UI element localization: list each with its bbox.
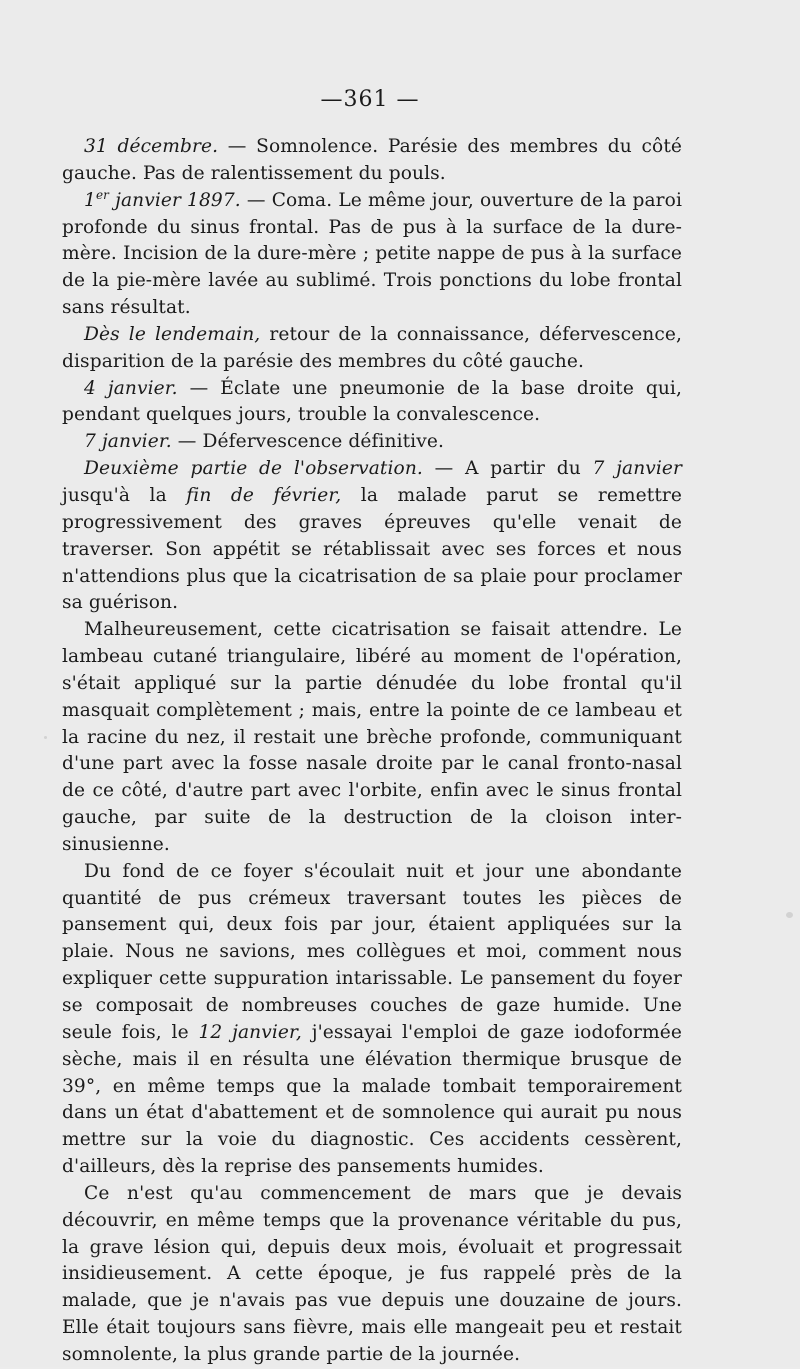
paragraph-jan-1 xyxy=(62,188,682,322)
entry-date: 7 janvier. xyxy=(84,431,172,453)
separator: — xyxy=(422,458,466,480)
paragraph-text: la malade parut se remettre progressivement des graves épreuves qu'elle venait de traverser. Son appétit se rétablissait avec ses forces et nous n'attendions plus que la cicatrisation de sa plaie pour proclamer sa guérison. xyxy=(62,484,683,614)
paragraph-text: Défervescence définitive. xyxy=(202,431,444,453)
paragraph-text: j'essayai l'emploi de gaze iodoformée sèche, mais il en résulta une élévation thermique brusque de 39°, en même temps que la malade tombait temporairement dans un état d'abattement et de somnolence qui aurait pu nous mettre sur la voie du diagnostic. Ces accidents cessèrent, d'ailleurs, dès la reprise des pansements humides. xyxy=(62,1021,682,1178)
entry-date-rest: janvier 1897. xyxy=(108,189,241,211)
emphasis-date: 12 janvier, xyxy=(198,1021,302,1043)
separator: — xyxy=(177,377,221,399)
paragraph-text: Coma. Le même jour, ouverture de la paroi profonde du sinus frontal. Pas de pus à la surface de la dure-mère. Incision de la dure-mère ; petite nappe de pus à la surface de la pie-mère lavée au sublimé. Trois ponctions du lobe frontal sans résultat. xyxy=(62,189,682,319)
paragraph-text: Éclate une pneumonie de la base droite qui, pendant quelques jours, trouble la convalescence. xyxy=(62,377,682,426)
emphasis-date: fin de février, xyxy=(186,484,342,506)
paragraph-foyer xyxy=(62,859,682,1181)
paragraph-text: A partir du xyxy=(465,458,593,480)
entry-date-ordinal: er xyxy=(95,187,109,202)
paragraph-text: jusqu'à la xyxy=(62,484,187,506)
paragraph-cicatrisation xyxy=(62,617,682,859)
paragraph-jan-7 xyxy=(62,429,682,456)
separator: — xyxy=(218,136,257,157)
paragraph-text: retour de la connaissance, défervescence, disparition de la parésie des membres du côté gauche. xyxy=(62,323,683,372)
paragraph-jan-4 xyxy=(62,376,682,430)
entry-date-day: 1 xyxy=(84,189,96,211)
paragraph-deuxieme-partie xyxy=(62,456,682,617)
section-heading: Deuxième partie de l'observation. xyxy=(84,458,423,480)
separator xyxy=(260,324,269,345)
paper-speck xyxy=(786,912,793,918)
page-number: —361 — xyxy=(320,87,420,112)
entry-date xyxy=(84,187,241,211)
paragraph-text: Somnolence. Parésie des membres du côté gauche. Pas de ralentissement du pouls. xyxy=(62,136,682,184)
paragraph-text: Du fond de ce foyer s'écoulait nuit et jour une abondante quantité de pus crémeux traversant toutes les pièces de pansement qui, deux fois par jour, étaient appliquées sur la plaie. Nous ne savions, mes collègues et moi, comment nous expliquer cette suppuration intarissable. Le pansement du foyer se composait de nombreuses couches de gaze humide. Une seule fois, le xyxy=(62,860,682,1043)
paragraph-dec-31 xyxy=(62,134,682,188)
entry-date: 4 janvier. xyxy=(84,377,178,399)
paragraph-text: Malheureusement, cette cicatrisation se faisait attendre. Le lambeau cutané triangulaire, libéré au moment de l'opération, s'était appliqué sur la partie dénudée du lobe frontal qu'il masquait complètement ; mais, entre la pointe de ce lambeau et la racine du nez, il restait une brèche profonde, communiquant d'une part avec la fosse nasale droite par le canal fronto-nasal de ce côté, d'autre part avec l'orbite, enfin avec le sinus frontal gauche, par suite de la destruction de la cloison inter-sinusienne. xyxy=(62,619,682,855)
separator: — xyxy=(240,189,272,211)
entry-lead: Dès le lendemain, xyxy=(84,323,261,345)
paper-speck xyxy=(44,736,47,739)
paragraph-text: Ce n'est qu'au commencement de mars que je devais découvrir, en même temps que la provenance véritable du pus, la grave lésion qui, depuis deux mois, évoluait et progressait insidieusement. A cette époque, je fus rappelé près de la malade, que je n'avais pas vue depuis une douzaine de jours. Elle était toujours sans fièvre, mais elle mangeait peu et restait somnolente, la plus grande partie de la journée. xyxy=(62,1182,682,1365)
separator: — xyxy=(171,431,203,453)
paragraph-mars xyxy=(62,1181,682,1369)
emphasis-date: 7 janvier xyxy=(592,458,683,480)
entry-date: 31 décembre. xyxy=(84,136,219,157)
paragraph-lendemain xyxy=(62,322,682,376)
body-text xyxy=(62,134,682,1369)
